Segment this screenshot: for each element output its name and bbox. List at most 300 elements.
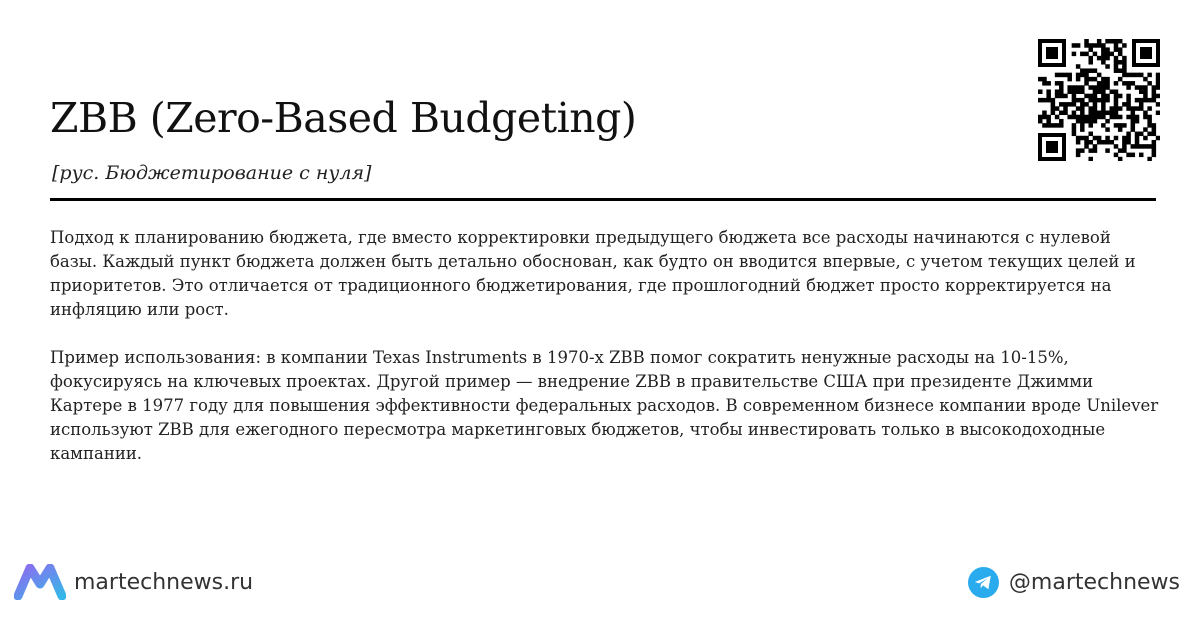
qr-module (1046, 89, 1051, 94)
qr-module (1135, 98, 1140, 103)
qr-module (1080, 89, 1085, 94)
qr-module (1097, 43, 1102, 48)
qr-module (1059, 94, 1064, 99)
qr-module (1088, 77, 1093, 82)
qr-module (1126, 73, 1131, 78)
qr-module (1126, 98, 1131, 103)
qr-module (1131, 73, 1136, 78)
qr-module (1067, 73, 1072, 78)
qr-module (1072, 132, 1077, 137)
qr-module (1038, 98, 1043, 103)
qr-module (1143, 127, 1148, 132)
qr-module (1067, 102, 1072, 107)
qr-module (1110, 115, 1115, 120)
qr-module (1139, 98, 1144, 103)
qr-module (1139, 102, 1144, 107)
qr-module (1105, 64, 1110, 69)
qr-module (1114, 111, 1119, 116)
qr-module (1118, 157, 1123, 161)
qr-module (1093, 94, 1098, 99)
qr-module (1147, 157, 1152, 161)
qr-module (1122, 68, 1127, 73)
qr-module (1084, 73, 1089, 78)
qr-module (1147, 115, 1152, 120)
qr-module (1114, 123, 1119, 128)
qr-module (1135, 119, 1140, 124)
qr-module (1080, 148, 1085, 153)
qr-module (1084, 52, 1089, 57)
qr-module (1101, 52, 1106, 57)
qr-module (1110, 140, 1115, 145)
qr-module (1076, 64, 1081, 69)
qr-module (1131, 123, 1136, 128)
qr-module (1135, 132, 1140, 137)
qr-module (1152, 144, 1157, 149)
qr-module (1093, 85, 1098, 90)
qr-module (1126, 140, 1131, 145)
telegram-handle[interactable] (968, 562, 1180, 602)
site-url[interactable]: martechnews.ru (74, 569, 254, 595)
qr-module (1097, 98, 1102, 103)
definition-paragraph: Подход к планированию бюджета, где вместо корректировки предыдущего бюджета все расходы начинаются с нулевой базы. Каждый пункт бюджета должен быть детально обоснован, как будто он вводится впервые, с учетом текущих целей и приоритетов. Это отличается от традиционного бюджетирования, где прошлогодний бюджет просто корректируется на инфляцию или рост. (50, 228, 1136, 319)
qr-module (1105, 119, 1110, 124)
qr-module (1105, 56, 1110, 61)
qr-module (1152, 153, 1157, 158)
qr-module (1101, 85, 1106, 90)
qr-module (1097, 89, 1102, 94)
qr-module (1143, 144, 1148, 149)
qr-module (1156, 94, 1160, 99)
qr-module (1114, 102, 1119, 107)
qr-module (1139, 89, 1144, 94)
qr-module (1143, 98, 1148, 103)
qr-module (1147, 81, 1152, 86)
qr-module (1110, 39, 1115, 44)
qr-module (1097, 111, 1102, 116)
qr-module (1156, 85, 1160, 90)
qr-module (1088, 85, 1093, 90)
qr-module (1046, 119, 1051, 124)
qr-module (1110, 106, 1115, 111)
qr-module (1067, 77, 1072, 82)
qr-module (1110, 52, 1115, 57)
qr-module (1118, 106, 1123, 111)
qr-module (1072, 94, 1077, 99)
qr-module (1114, 60, 1119, 65)
qr-module (1101, 47, 1106, 52)
qr-module (1105, 39, 1110, 44)
qr-code-icon[interactable] (1038, 39, 1160, 161)
qr-module (1156, 77, 1160, 82)
qr-module (1059, 111, 1064, 116)
qr-module (1143, 94, 1148, 99)
qr-module (1135, 140, 1140, 145)
qr-module (1152, 140, 1157, 145)
qr-module (1080, 136, 1085, 141)
qr-module (1072, 43, 1077, 48)
qr-module (1147, 144, 1152, 149)
qr-module (1080, 115, 1085, 120)
qr-module (1139, 73, 1144, 78)
qr-module (1097, 56, 1102, 61)
qr-module (1122, 136, 1127, 141)
qr-module (1088, 68, 1093, 73)
qr-module (1152, 85, 1157, 90)
qr-module (1105, 85, 1110, 90)
qr-module (1147, 98, 1152, 103)
qr-module (1088, 111, 1093, 116)
qr-module (1055, 115, 1060, 120)
qr-module (1076, 136, 1081, 141)
qr-module (1046, 94, 1051, 99)
qr-module (1101, 89, 1106, 94)
qr-module (1118, 115, 1123, 120)
qr-module (1122, 73, 1127, 78)
qr-module (1038, 119, 1043, 124)
qr-module (1126, 106, 1131, 111)
qr-module (1067, 115, 1072, 120)
qr-module (1101, 140, 1106, 145)
qr-module (1080, 102, 1085, 107)
qr-module (1076, 148, 1081, 153)
qr-module (1076, 43, 1081, 48)
qr-module (1114, 144, 1119, 149)
qr-module (1135, 144, 1140, 149)
qr-module (1105, 148, 1110, 153)
qr-module (1072, 115, 1077, 120)
qr-module (1152, 123, 1157, 128)
qr-module (1072, 52, 1077, 57)
qr-module (1084, 43, 1089, 48)
qr-module (1059, 85, 1064, 90)
qr-module (1156, 111, 1160, 116)
qr-module (1110, 111, 1115, 116)
qr-module (1063, 102, 1068, 107)
qr-module (1046, 98, 1051, 103)
qr-module (1122, 102, 1127, 107)
qr-module (1046, 115, 1051, 120)
qr-module (1156, 73, 1160, 78)
qr-module (1118, 123, 1123, 128)
qr-module (1084, 144, 1089, 149)
qr-module (1093, 68, 1098, 73)
qr-module (1084, 94, 1089, 99)
qr-module (1093, 102, 1098, 107)
qr-module (1126, 136, 1131, 141)
qr-module (1059, 89, 1064, 94)
qr-module (1143, 85, 1148, 90)
qr-module (1122, 144, 1127, 149)
qr-module (1114, 47, 1119, 52)
qr-module (1101, 115, 1106, 120)
qr-module (1051, 98, 1056, 103)
qr-module (1072, 123, 1077, 128)
qr-module (1126, 102, 1131, 107)
qr-module (1114, 56, 1119, 61)
qr-module (1101, 123, 1106, 128)
qr-module (1093, 52, 1098, 57)
qr-module (1126, 94, 1131, 99)
qr-module (1147, 132, 1152, 137)
qr-module (1143, 136, 1148, 141)
qr-module (1152, 127, 1157, 132)
qr-module (1101, 56, 1106, 61)
qr-module (1093, 119, 1098, 124)
qr-module (1042, 115, 1047, 120)
qr-module (1126, 153, 1131, 158)
qr-module (1084, 39, 1089, 44)
qr-module (1122, 148, 1127, 153)
qr-module (1105, 94, 1110, 99)
qr-module (1088, 56, 1093, 61)
qr-module (1105, 98, 1110, 103)
qr-module (1088, 106, 1093, 111)
qr-module (1059, 123, 1064, 128)
qr-module (1114, 153, 1119, 158)
qr-module (1088, 157, 1093, 161)
page-subtitle: [рус. Бюджетирование с нуля] (52, 162, 372, 184)
qr-module (1152, 148, 1157, 153)
qr-module (1038, 77, 1043, 82)
qr-module (1067, 85, 1072, 90)
qr-module (1114, 64, 1119, 69)
qr-module (1063, 106, 1068, 111)
qr-module (1084, 140, 1089, 145)
qr-module (1059, 102, 1064, 107)
qr-module (1088, 60, 1093, 65)
qr-module (1118, 47, 1123, 52)
qr-module (1097, 39, 1102, 44)
qr-module (1084, 77, 1089, 82)
qr-module (1135, 85, 1140, 90)
qr-module (1135, 106, 1140, 111)
qr-module (1076, 119, 1081, 124)
qr-module (1143, 77, 1148, 82)
qr-module (1114, 43, 1119, 48)
qr-module (1105, 111, 1110, 116)
qr-module (1101, 60, 1106, 65)
qr-module (1131, 115, 1136, 120)
qr-module (1076, 89, 1081, 94)
qr-module (1122, 56, 1127, 61)
qr-module (1080, 68, 1085, 73)
qr-module (1114, 115, 1119, 120)
qr-module (1080, 111, 1085, 116)
qr-module (1114, 94, 1119, 99)
qr-module (1042, 123, 1047, 128)
qr-module (1101, 77, 1106, 82)
qr-module (1093, 136, 1098, 141)
qr-module (1118, 52, 1123, 57)
qr-module (1135, 136, 1140, 141)
qr-module (1093, 89, 1098, 94)
qr-module (1088, 98, 1093, 103)
qr-module (1101, 43, 1106, 48)
qr-module (1059, 119, 1064, 124)
qr-module (1093, 43, 1098, 48)
qr-module (1139, 85, 1144, 90)
qr-module (1135, 115, 1140, 120)
qr-module (1152, 94, 1157, 99)
qr-module (1122, 60, 1127, 65)
qr-module (1147, 73, 1152, 78)
qr-module (1059, 81, 1064, 86)
qr-module (1114, 39, 1119, 44)
qr-module (1131, 81, 1136, 86)
qr-module (1076, 77, 1081, 82)
qr-module (1042, 111, 1047, 116)
qr-module (1080, 52, 1085, 57)
qr-module (1105, 127, 1110, 132)
qr-module (1076, 85, 1081, 90)
qr-module (1105, 140, 1110, 145)
qr-module (1084, 68, 1089, 73)
qr-module (1105, 136, 1110, 141)
qr-module (1097, 81, 1102, 86)
qr-module (1147, 123, 1152, 128)
qr-module (1088, 132, 1093, 137)
qr-module (1088, 115, 1093, 120)
qr-module (1114, 68, 1119, 73)
qr-module (1118, 77, 1123, 82)
article-body (50, 226, 1160, 490)
qr-module (1135, 73, 1140, 78)
qr-module (1076, 98, 1081, 103)
qr-module (1055, 106, 1060, 111)
qr-module (1114, 81, 1119, 86)
qr-module (1118, 127, 1123, 132)
qr-module (1152, 132, 1157, 137)
qr-module (1067, 89, 1072, 94)
qr-module (1088, 123, 1093, 128)
qr-module (1139, 106, 1144, 111)
example-paragraph: Пример использования: в компании Texas Instruments в 1970-х ZBB помог сократить ненужные расходы на 10-15%, фокусируясь на ключевых проектах. Другой пример — внедрение ZBB в правительстве США при президенте Джимми Картере в 1977 году для повышения эффективности федеральных расходов. В современном бизнесе компании вроде Unilever используют ZBB для ежегодного пересмотра маркетинговых бюджетов, чтобы инвестировать только в высокодоходные кампании. (50, 348, 1159, 463)
title-divider (50, 198, 1156, 201)
qr-module (1152, 89, 1157, 94)
site-brand[interactable] (14, 562, 253, 602)
qr-module (1126, 85, 1131, 90)
qr-module (1118, 68, 1123, 73)
qr-module (1093, 148, 1098, 153)
qr-module (1088, 140, 1093, 145)
qr-module (1147, 119, 1152, 124)
page-title: ZBB (Zero-Based Budgeting) (50, 94, 637, 142)
qr-module (1063, 73, 1068, 78)
qr-module (1051, 111, 1056, 116)
qr-module (1088, 148, 1093, 153)
qr-module (1110, 89, 1115, 94)
qr-module (1046, 123, 1051, 128)
qr-module (1088, 119, 1093, 124)
qr-module (1093, 98, 1098, 103)
qr-module (1088, 43, 1093, 48)
qr-module (1122, 64, 1127, 69)
qr-module (1080, 119, 1085, 124)
qr-module (1084, 136, 1089, 141)
qr-module (1084, 102, 1089, 107)
qr-module (1122, 140, 1127, 145)
qr-module (1076, 115, 1081, 120)
qr-module (1097, 115, 1102, 120)
martechnews-logo-icon (14, 564, 66, 600)
qr-module (1072, 111, 1077, 116)
qr-module (1042, 81, 1047, 86)
qr-module (1118, 60, 1123, 65)
qr-module (1080, 73, 1085, 78)
qr-module (1093, 144, 1098, 149)
qr-module (1131, 119, 1136, 124)
qr-module (1126, 115, 1131, 120)
qr-module (1105, 47, 1110, 52)
qr-module (1072, 102, 1077, 107)
qr-module (1105, 52, 1110, 57)
qr-module (1051, 102, 1056, 107)
qr-module (1122, 123, 1127, 128)
qr-module (1139, 132, 1144, 137)
qr-module (1093, 111, 1098, 116)
qr-module (1093, 77, 1098, 82)
qr-module (1072, 89, 1077, 94)
qr-module (1072, 85, 1077, 90)
qr-module (1101, 102, 1106, 107)
qr-module (1131, 127, 1136, 132)
qr-module (1076, 153, 1081, 158)
qr-module (1076, 73, 1081, 78)
qr-module (1105, 77, 1110, 82)
qr-module (1156, 136, 1160, 141)
qr-module (1051, 123, 1056, 128)
qr-module (1122, 81, 1127, 86)
telegram-icon (968, 567, 999, 598)
qr-module (1156, 102, 1160, 107)
qr-module (1097, 136, 1102, 141)
qr-module (1055, 89, 1060, 94)
qr-module (1143, 115, 1148, 120)
qr-module (1046, 81, 1051, 86)
qr-module (1080, 98, 1085, 103)
qr-module (1080, 123, 1085, 128)
qr-module (1076, 140, 1081, 145)
qr-module (1059, 73, 1064, 78)
qr-module (1088, 47, 1093, 52)
qr-module (1101, 81, 1106, 86)
qr-module (1156, 81, 1160, 86)
qr-module (1147, 106, 1152, 111)
qr-module (1101, 98, 1106, 103)
qr-module (1101, 111, 1106, 116)
qr-module (1097, 140, 1102, 145)
qr-module (1093, 115, 1098, 120)
qr-module (1088, 94, 1093, 99)
qr-module (1042, 77, 1047, 82)
qr-module (1101, 94, 1106, 99)
telegram-username[interactable]: @martechnews (1008, 569, 1180, 595)
qr-module (1093, 106, 1098, 111)
qr-module (1126, 132, 1131, 137)
qr-module (1084, 119, 1089, 124)
qr-module (1055, 73, 1060, 78)
qr-module (1122, 43, 1127, 48)
qr-module (1139, 144, 1144, 149)
qr-module (1126, 81, 1131, 86)
qr-module (1139, 153, 1144, 158)
qr-module (1118, 94, 1123, 99)
qr-module (1118, 39, 1123, 44)
qr-module (1131, 106, 1136, 111)
qr-module (1063, 94, 1068, 99)
qr-module (1101, 106, 1106, 111)
qr-module (1097, 85, 1102, 90)
